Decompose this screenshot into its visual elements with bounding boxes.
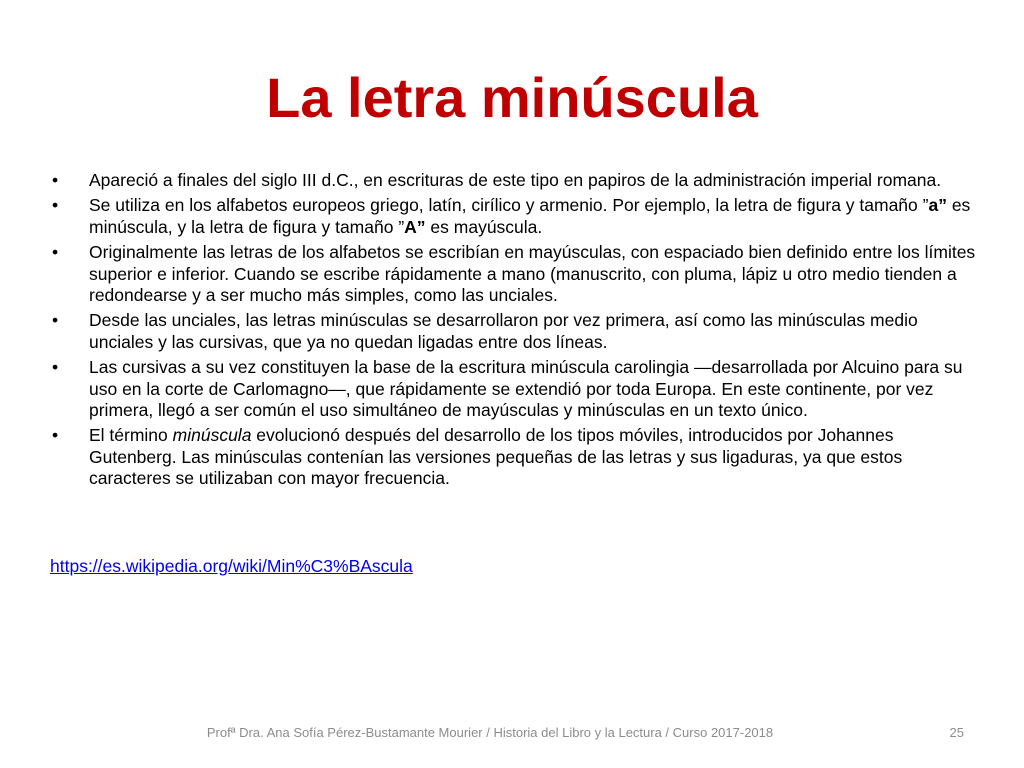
bullet-text: Originalmente las letras de los alfabetos se escribían en mayúsculas, con espaciado bien definido entre los límites superior e inferior. Cuando se escribe rápidamente a mano (manuscrito, con pluma, lápiz u otro medio tienden a redondearse y a ser mucho más simples, como las unciales.	[89, 242, 976, 306]
bullet-bold-text: A”	[404, 216, 426, 237]
bullet-text: Las cursivas a su vez constituyen la base de la escritura minúscula carolingia —desarrollada por Alcuino para su uso en la corte de Carlomagno—, que rápidamente se extendió por toda Europa. En este continente, por vez primera, llegó a ser común el uso simultáneo de mayúsculas y minúsculas en un texto único.	[89, 357, 963, 421]
bullet-marker: •	[52, 425, 59, 446]
slide-footer: Profª Dra. Ana Sofía Pérez-Bustamante Mourier / Historia del Libro y la Lectura / Curso 2017-2018	[206, 725, 774, 740]
bullet-item	[50, 170, 980, 191]
bullet-text: Se utiliza en los alfabetos europeos griego, latín, cirílico y armenio. Por ejemplo, la letra de figura y tamaño ”	[89, 195, 929, 216]
bullet-marker: •	[52, 242, 59, 263]
bullet-item	[50, 310, 980, 353]
bullet-text: Apareció a finales del siglo III d.C., en escrituras de este tipo en papiros de la administración imperial romana.	[89, 170, 942, 190]
bullet-italic-text: minúscula	[172, 425, 252, 446]
bullet-text: es mayúscula.	[425, 216, 543, 237]
bullet-item	[50, 357, 980, 421]
bullet-marker: •	[52, 310, 59, 331]
bullet-text: Desde las unciales, las letras minúsculas se desarrollaron por vez primera, así como las minúsculas medio unciales y las cursivas, que ya no quedan ligadas entre dos líneas.	[89, 310, 918, 352]
bullet-marker: •	[52, 357, 59, 378]
slide-number: 25	[949, 725, 964, 740]
bullet-text: es minúscula, y la letra de figura y tamaño ”	[89, 195, 971, 237]
bullet-text: El término	[89, 425, 173, 446]
bullet-list	[50, 170, 980, 494]
bullet-item	[50, 425, 980, 489]
bullet-item	[50, 195, 980, 238]
bullet-text: evolucionó después del desarrollo de los tipos móviles, introducidos por Johannes Gutenberg. Las minúsculas contenían las versiones pequeñas de las letras y sus ligaduras, ya que estos caracteres se utilizaban con mayor frecuencia.	[89, 425, 903, 489]
bullet-item	[50, 242, 980, 306]
slide-title: La letra minúscula	[266, 66, 758, 129]
bullet-marker: •	[52, 195, 59, 216]
bullet-marker: •	[52, 170, 59, 190]
bullet-bold-text: a”	[928, 195, 947, 216]
source-link[interactable]: https://es.wikipedia.org/wiki/Min%C3%BAscula	[50, 556, 413, 576]
